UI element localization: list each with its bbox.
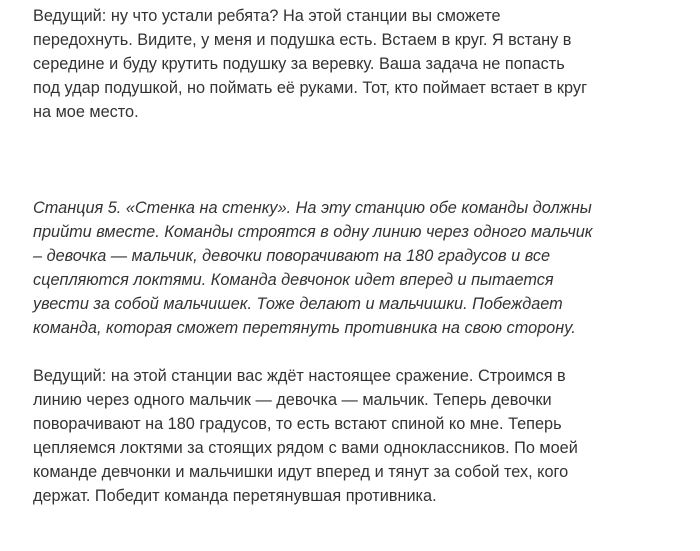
article-body (33, 4, 593, 508)
station-5-description: Станция 5. «Стенка на стенку». На эту станцию обе команды должны прийти вместе. Команды строятся в одну линию через одного мальчик – девочка — мальчик, девочки поворачивают на 180 градусов и все сцепляются локтями. Команда девчонок идет вперед и пытается увести за собой мальчишек. Тоже делают и мальчишки. Побеждает команда, которая сможет перетянуть противника на свою сторону. (33, 199, 593, 337)
host-speech-paragraph-2: Ведущий: на этой станции вас ждёт настоящее сражение. Строимся в линию через одного мальчик — девочка — мальчик. Теперь девочки поворачивают на 180 градусов, то есть встают спиной ко мне. Теперь цепляемся локтями за стоящих рядом с вами одноклассников. По моей команде девчонки и мальчишки идут вперед и тянут за собой тех, кого держат. Победит команда перетянувшая противника. (33, 367, 578, 505)
host-speech-paragraph: Ведущий: ну что устали ребята? На этой станции вы сможете передохнуть. Видите, у меня и подушка есть. Встаем в круг. Я встану в середине и буду крутить подушку за веревку. Ваша задача не попасть под удар подушкой, но поймать её руками. Тот, кто поймает встает в круг на мое место. (33, 7, 588, 121)
